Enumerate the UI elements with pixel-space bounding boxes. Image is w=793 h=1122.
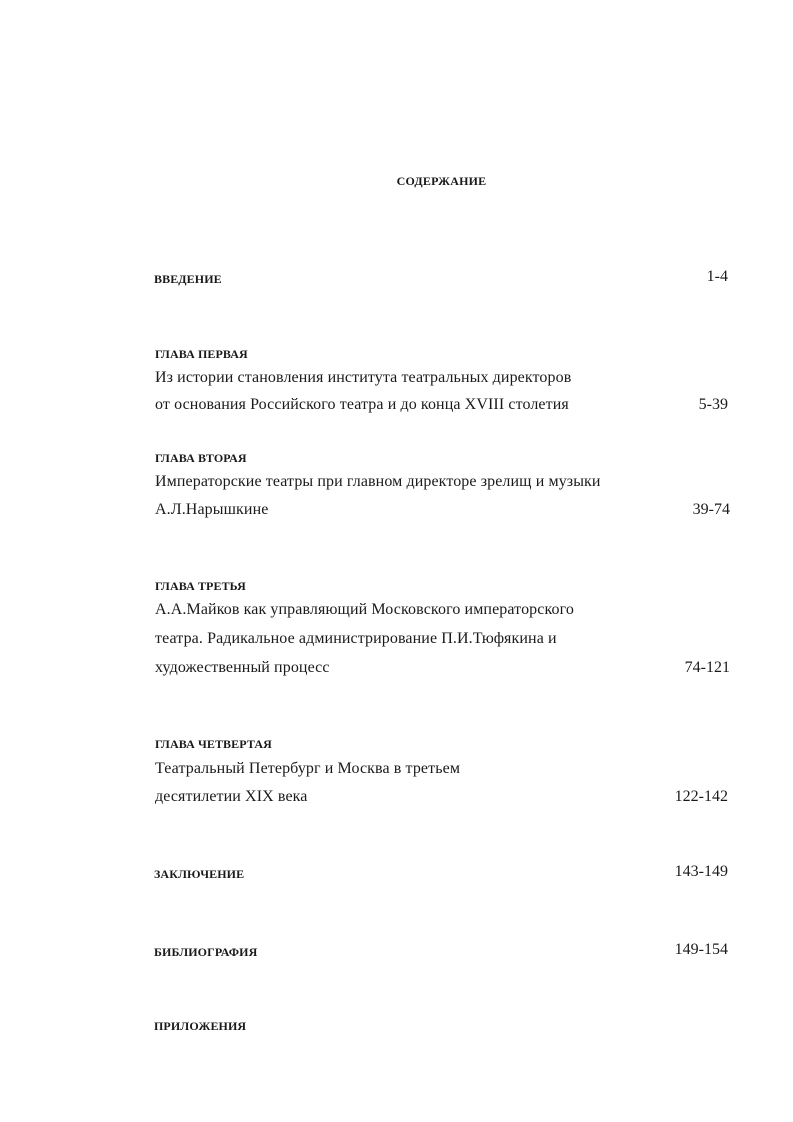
chapter3-line-2: театра. Радикальное администрирование П.И.Тюфякина и xyxy=(155,630,557,647)
chapter2-heading: ГЛАВА ВТОРАЯ xyxy=(155,451,247,465)
appendix-heading: ПРИЛОЖЕНИЯ xyxy=(154,1019,247,1033)
conclusion-pages: 143-149 xyxy=(674,863,728,880)
chapter2-pages: 39-74 xyxy=(692,501,730,518)
chapter1-line-1: Из истории становления института театральных директоров xyxy=(155,369,572,386)
chapter1-heading: ГЛАВА ПЕРВАЯ xyxy=(155,347,248,361)
toc-title: СОДЕРЖАНИЕ xyxy=(396,174,487,188)
chapter3-heading: ГЛАВА ТРЕТЬЯ xyxy=(155,579,246,593)
chapter3-pages: 74-121 xyxy=(684,659,730,676)
chapter2-line-1: Императорские театры при главном директоре зрелищ и музыки xyxy=(155,473,601,490)
intro-heading: ВВЕДЕНИЕ xyxy=(154,272,222,286)
chapter4-line-1: Театральный Петербург и Москва в третьем xyxy=(155,760,461,777)
chapter1-pages: 5-39 xyxy=(698,396,728,413)
chapter3-line-3: художественный процесс xyxy=(155,659,330,676)
chapter1-line-2: от основания Российского театра и до конца XVIII столетия xyxy=(155,396,569,413)
chapter4-pages: 122-142 xyxy=(674,788,728,805)
conclusion-heading: ЗАКЛЮЧЕНИЕ xyxy=(154,867,245,881)
chapter2-line-2: А.Л.Нарышкине xyxy=(155,501,269,518)
bibliography-pages: 149-154 xyxy=(674,941,728,958)
chapter4-line-2: десятилетии XIX века xyxy=(155,788,308,805)
intro-pages: 1-4 xyxy=(706,268,728,285)
chapter3-line-1: А.А.Майков как управляющий Московского императорского xyxy=(155,601,574,618)
chapter4-heading: ГЛАВА ЧЕТВЕРТАЯ xyxy=(155,737,272,751)
bibliography-heading: БИБЛИОГРАФИЯ xyxy=(154,945,258,959)
